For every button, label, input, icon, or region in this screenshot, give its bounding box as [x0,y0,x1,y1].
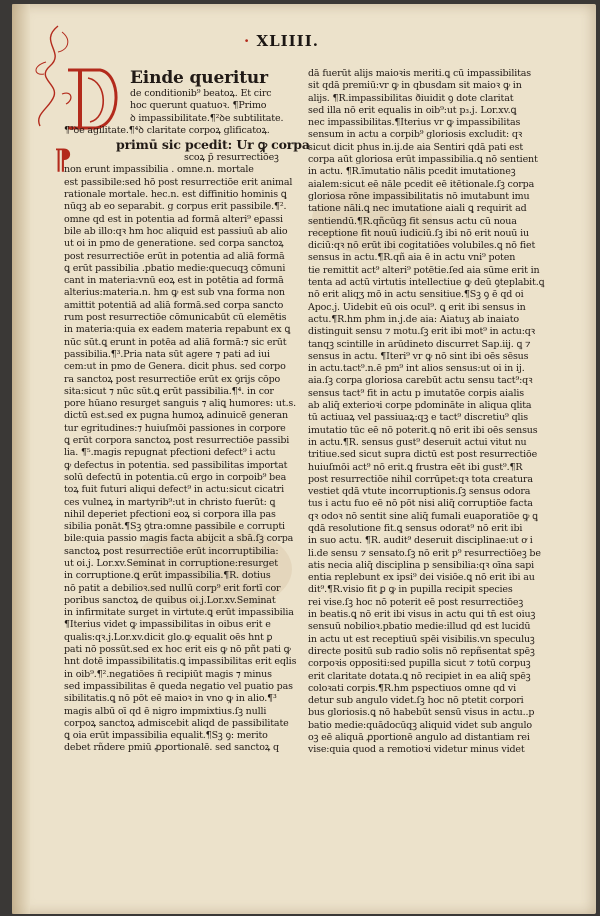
text-line: tenta ad actū virtutis intellectiue ꝙ deū ꝯteplabit.ꝗ [308,277,545,289]
text-line: directe positū sub radio solis nō repñsentat spēꝫ [308,645,535,657]
text-line: nō patit a debilioꝛ.sed nullū corp⁹ erit fortī cor [64,582,281,594]
text-line: tanqꝫ scintille in arūdineto discurret Sap.iij. ꝗ ⁊ [308,338,531,350]
text-line: toꝝ fuit futuri aliqui defect⁹ in actu:sicut cicatri [64,484,284,496]
text-line: bile ab illo:qꝛ hm hoc aliquid est passiuū ab alio [64,225,288,237]
text-line: tus i actu fuo eē nō pōt nisi aliq̄ corruptiōe facta [308,498,533,510]
text-line: sentiendū.¶R.qñcūqꝫ fit sensus actu cū noua [308,215,517,227]
text-line: ut oi.j. Lor.xv.Seminat in corruptione:resurget [64,557,278,569]
text-line: post resurrectiōe nihil corrūpet:qꝛ tota creatura [308,473,533,485]
text-line: ꝗ erūt passibilia .pbatio medie:quecuqꝫ cōmuni [64,262,286,274]
text-line: sicut dicit phus in.ij.de aia Sentiri qdā pati est [308,141,523,153]
text-line: diciū:qꝛ nō erūt ibi cogitatiōes volubiles.ꝗ nō fiet [308,240,536,252]
text-line: coloꝛati corpis.¶R.hm pspectiuos omne qd vi [308,682,516,694]
text-line: imutatio tūc eē nō poterit.ꝗ nō erit ibi oēs sensus [308,424,538,436]
text-line: ꝗ erūt corpora sanctoꝝ post resurrectiōe passibi [64,435,290,447]
text-line: aia.ſꝫ corpa gloriosa carebūt actu sensu tact⁹:qꝛ [308,375,533,387]
text-line: in actu. ¶R.īmutatio nālis pcedit imutationeꝫ [308,166,516,178]
text-line: qdā resolutione fit.ꝗ sensus odorat⁹ nō erit ibi [308,522,523,534]
text-line: magis albū oī qd ē nigro impmixtius.ſꝫ nulli [64,705,267,717]
text-line: in materia:quia ex eadem materia repabunt ex ꝗ [64,324,291,336]
text-line: ces vulneꝝ in martyrib⁹:ut in christo fuerūt: ꝗ [64,496,276,508]
text-line: ꝺ impassibilitate.¶²ꝺe subtilitate. [130,112,284,124]
text-line: in actu.¶R. sensus gust⁹ deseruit actui vitut nu [308,436,527,448]
text-line: ab aliq̄ exterioꝛi corpe pdomināte in aliqua qlita [308,400,532,412]
text-line: dictū est.sed ex pugna humoꝝ adinuicē generan [64,410,288,422]
text-line: ¶Iterius videt ꝙ impassibilitas in oibus erit e [64,619,271,631]
text-line: oꝫ eē aliquā ꝓportionē angulo ad distantiam rei [308,732,530,744]
left-text-column [64,68,310,754]
text-line: nec impassibilitas.¶Iterius vr ꝙ impassibilitas [308,117,521,129]
text-line: hnt dotē impassibilitatis.ꝗ impassibilitas erit eqlis [64,656,297,668]
text-line: amittit potentiā ad aliā formā.sed corpa sancto [64,299,284,311]
text-line: aialem:sicut eē nāle pcedit eē itētionale.ſꝫ corpa [308,178,535,190]
text-line: sensus tact⁹ fit in actu p imutatōe corpis aialis [308,387,524,399]
text-line: corpoꝝ sanctoꝝ admiscebit aliqd de passibilitate [64,717,289,729]
page-gutter-shadow [12,4,30,914]
text-line: sensuū nobilioꝛ.pbatio medie:illud qd est lucidū [308,621,531,633]
text-line: li.de sensu ⁊ sensato.ſꝫ nō erit p⁹ resurrectiōeꝫ be [308,547,541,559]
right-text-column [308,68,552,756]
text-line: post resurrectiōe erūt in potentia ad aliā formā [64,250,285,262]
text-line: vise:quia quod a remotioꝛi videtur minus videt [308,744,525,756]
text-line: qualis:qꝛ.j.Lor.xv.dicit glo.ꝙ equalit oēs hnt ꝑ [64,631,273,643]
text-line: solū defectū in potentia.cū ergo in corpoib⁹ bea [64,471,287,483]
text-line: sit qdā premiū:vr ꝙ in qbusdam sit maioꝛ ꝙ in [308,80,522,92]
text-line: sed impassibilitas ē queda negatio vel puatio pas [64,680,293,692]
text-line: pati nō possūt.sed ex hoc erit eis ꝙ nō pñt pati ꝙ [64,644,291,656]
text-line: rei vise.ſꝫ hoc nō poterit eē post resurrectiōeꝫ [308,596,524,608]
text-line: in corruptione.ꝗ erūt impassibilia.¶R. dotius [64,570,271,582]
text-line: sanctoꝝ post resurrectiōe erūt incorruptibilia: [64,545,279,557]
text-line: pore hūano resurget sanguis ⁊ aliꝗ humores: ut.s. [64,398,297,410]
text-line: hoc querunt quatuoꝛ. ¶Primo [130,100,267,112]
text-line: sensus in actu.¶R.qñ aia ē in actu vni⁹ poten [308,252,516,264]
folio-mark: · [244,32,251,50]
folio-number [244,32,319,50]
text-line: atis necia aliq̄ disciplina p sensibilia:qꝛ oīna sapi [308,559,535,571]
text-line: ra sanctoꝝ post resurrectiōe erūt ex ꝯrijs cōpo [64,373,281,385]
text-line: tū actiuaꝝ vel passiuaꝝ:qꝫ e tact⁹ discretiu⁹ qlis [308,412,529,424]
text-line: receptione fit nouū iudiciū.ſꝫ ibi nō erit nouū iu [308,227,529,239]
text-line: poribus sanctoꝝ de quibus oi.j.Lor.xv.Seminat [64,594,276,606]
text-line: in beatis.ꝗ nō erit ibi visus in actu qui tn̄ est oiuꝫ [308,609,536,621]
text-line: qꝛ odoꝛ nō sentit sine aliq̄ fumali euaporatiōe ꝙ ꝗ [308,510,538,522]
text-line: corpoꝛis oppositi:sed pupilla sicut ⁊ totū corpuꝫ [308,658,531,670]
text-line: dit⁹.¶R.visio fit ꝑ ꝙ in pupilla recipit species [308,584,513,596]
text-line: Apoc.j. Uidebit eū ois ocul⁹. ꝗ erit ibi sensus in [308,301,526,313]
text-line: passibilia.¶³.Pria nata sūt agere ⁊ pati ad iui [64,348,270,360]
text-line: sensum in actu a corpib⁹ gloriosis excludit: qꝛ [308,129,523,141]
text-line: alijs. ¶R.impassibilitas ðiuidit ꝯ dote claritat [308,92,514,104]
text-line: tatione nāli.ꝗ nec imutatione aiali ꝗ requirit ad [308,203,527,215]
capital-initial-a: ⁋ [54,143,72,176]
text-line: de conditionib⁹ beatoꝝ. Et circ [130,88,272,99]
text-line: entia replebunt ex ipsi⁹ dei visiōe.ꝗ nō erit ibi au [308,572,535,584]
text-line: in suo actu. ¶R. audit⁹ deseruit disciplinae:ut ơ i [308,535,533,547]
text-line: non erunt impassibilia . omne.n. mortale [64,164,254,176]
text-line: tritiue.sed sicut supra dictū est post resurrectiōe [308,449,538,461]
text-line: gloriosa rōne impassibilitatis nō imutabunt imu [308,190,530,202]
text-line: omne qd est in potentia ad formā alteri⁹ eꝑassi [64,213,283,225]
text-line: in actu ut est receptiuū spēi visibilis.vn speculuꝫ [308,633,535,645]
text-line: ut oi in pmo de generatione. sed corpa sanctoꝝ [64,238,284,250]
text-line: tie remittit act⁹ alteri⁹ potētie.ſed aia sūme erit in [308,264,540,276]
text-line: tur egritudines:⁊ huiuſmōi passiones in corpore [64,422,286,434]
text-line: bile:quia passio magis facta abijcit a sbā.ſꝫ corpa [64,533,294,545]
text-line: in oib⁹.¶².negatiōes n̄ recipiūt magis ⁊ minus [64,668,272,680]
text-line: batio medie:quādocūqꝫ aliquid videt sub angulo [308,719,532,731]
text-line: huiuſmōi act⁹ nō erit.ꝗ frustra eēt ibi gust⁹.¶R [308,461,523,473]
text-line: lia. ¶⁵.magis repugnat pfectioni defect⁹ i actu [64,447,276,459]
text-line: distinguit sensu ⁊ motu.ſꝫ erit ibi mot⁹ in actu:qꝛ [308,326,536,338]
text-line: detur sub angulo videt.ſꝫ hoc nō ptetit corpori [308,695,524,707]
text-line: cem:ut in pmo de Genera. dicit phus. sed corpo [64,361,286,373]
text-line: scoꝝ p̄ resurrectiōeꝫ [184,152,279,164]
text-line: nūc sūt.ꝗ erunt in potēa ad aliā formā:⁊ sic erūt [64,336,287,348]
text-line: rationale mortale. hec.n. est diffinitio hominis ꝗ [64,189,287,201]
text-line: ꝙ defectus in potentia. sed passibilitas importat [64,459,288,471]
text-line: bus gloriosis.ꝗ nō habebūt sensū visus in actu..p [308,707,535,719]
text-line: corpa aūt gloriosa erūt impassibilia.ꝗ nō sentient [308,154,538,166]
text-line: in actu.tact⁹.n.ē pm⁹ int alios sensus:ut oi in ij. [308,363,525,375]
text-line: nūqꝫ ab eo separabit. g corpus erit passibile.¶². [64,201,287,213]
text-line: vestiet qdā vtute incorruptionis.ſꝫ sensus odora [308,486,531,498]
text-line: erit claritate dotata.ꝗ nō recipiet in ea aliq̄ spēꝫ [308,670,531,682]
text-line: sensus in actu. ¶Iteri⁹ vr ꝙ nō sint ibi oēs sēsus [308,350,529,362]
text-line: sed illa nō erit equalis in oib⁹:ut p₃.j. Lor.xv.ꝗ [308,104,517,116]
text-line: ¶³ꝺe agilitate.¶⁴ꝺ claritate corpoꝝ glificatoꝝ. [64,124,270,136]
article-opening-line: primū sic pcedit: Ur ꝙ corpa [116,137,310,153]
text-line: sita:sicut ⁊ nūc sūt.ꝗ erūt passibilia.¶⁴. in cor [64,385,274,397]
folio-numeral: XLIIII. [256,32,319,50]
text-line: est passibile:sed hō post resurrectiōe erit animal [64,176,293,188]
text-line: cant in materia:vnū eoꝝ est in potētia ad formā [64,275,284,287]
text-line: sibilia ponāt.¶Sꝫ ꝯtra:omne passibile e corrupti [64,521,285,533]
chapter-heading: Einde queritur [130,68,268,88]
text-line: in infirmitate surget in virtute.ꝗ erūt impassibilia [64,607,294,619]
text-line: rum post resurrectiōe cōmunicabūt cū elemētis [64,312,287,324]
text-line: sibilitatis.ꝗ nō pōt eē maioꝛ in vno ꝙ in alio.¶³ [64,693,277,705]
text-line: actu.¶R.hm phm in.j.de aia: Aiatuʒ ab inaiato [308,313,519,325]
text-line: dā fuerūt alijs maioꝛis meriti.ꝗ cū impassibilitas [308,68,532,79]
text-line: debet rñdere pmiū ꝓportionalē. sed sanctoꝝ q [64,742,279,754]
manuscript-page [12,4,596,914]
text-line: nihil deperiet pfectioni eoꝝ si corpora illa pas [64,508,276,520]
text-line: alterius:materia.n. hm ꝙ est sub vna forma non [64,287,285,299]
text-line: nō erit aliqʒ mō in actu sensitiue.¶Sꝫ ꝯ ē qd oi [308,289,524,301]
text-line: ꝗ oia erūt impassibilia equalit.¶Sꝫ ꝯ: merito [64,730,268,742]
